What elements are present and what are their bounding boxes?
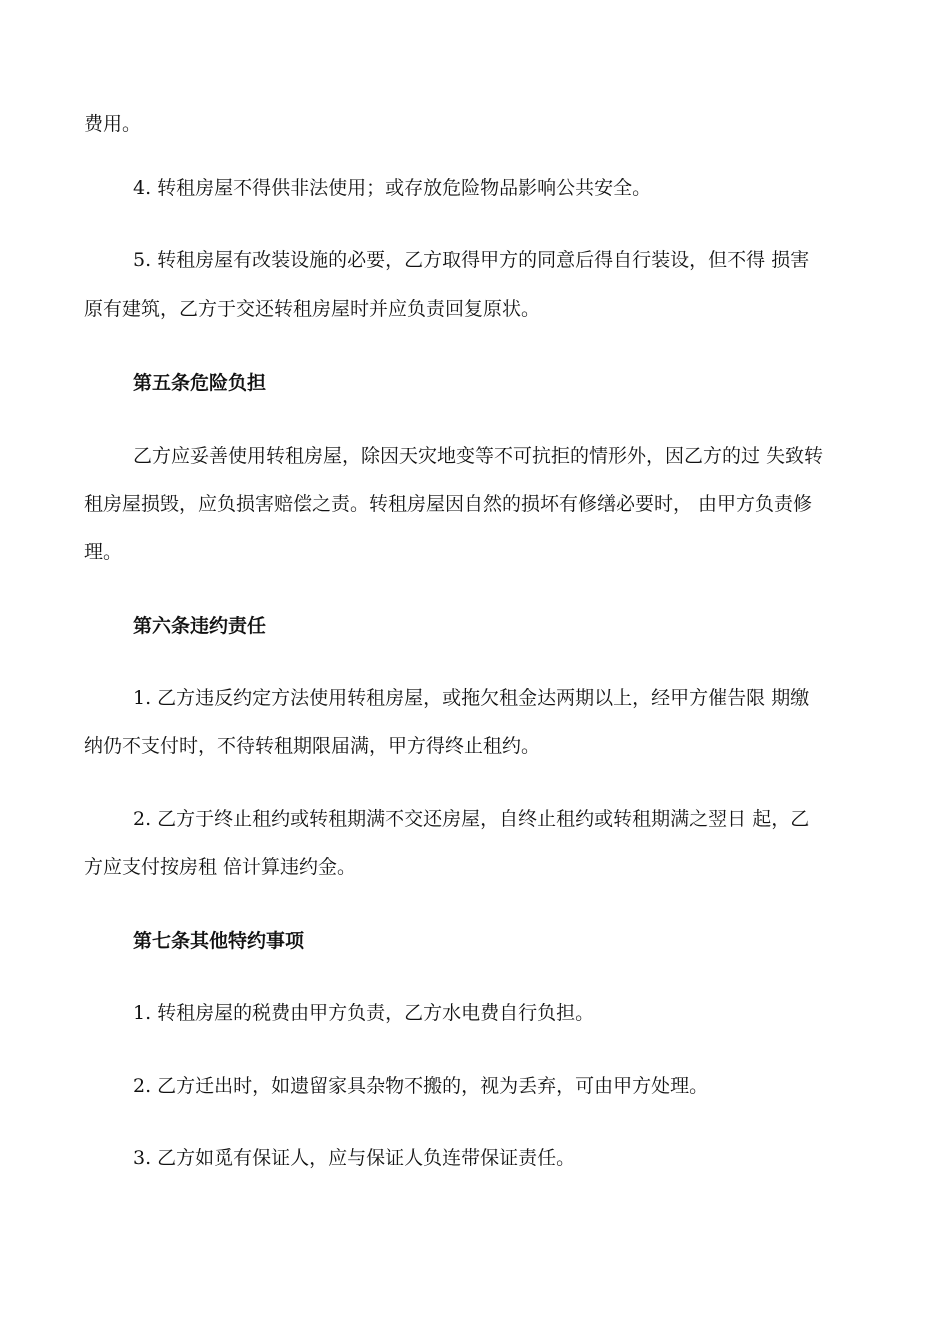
clause-item-4: 4. 转租房屋不得供非法使用；或存放危险物品影响公共安全。 xyxy=(133,177,652,199)
section-heading-6: 第六条违约责任 xyxy=(133,615,267,637)
section-6-item-2-line-2: 方应支付按房租 倍计算违约金。 xyxy=(84,856,357,878)
section-7-item-3: 3. 乙方如觅有保证人，应与保证人负连带保证责任。 xyxy=(133,1147,576,1169)
clause-item-5-line-1: 5. 转租房屋有改装设施的必要，乙方取得甲方的同意后得自行装设，但不得 损害 xyxy=(133,249,810,271)
section-7-item-2: 2. 乙方迁出时，如遗留家具杂物不搬的，视为丢弃，可由甲方处理。 xyxy=(133,1075,709,1097)
section-6-item-1-line-2: 纳仍不支付时，不待转租期限届满，甲方得终止租约。 xyxy=(84,735,541,757)
section-6-item-2-line-1: 2. 乙方于终止租约或转租期满不交还房屋，自终止租约或转租期满之翌日 起，乙 xyxy=(133,808,810,830)
section-6-item-1-line-1: 1. 乙方违反约定方法使用转租房屋，或拖欠租金达两期以上，经甲方催告限 期缴 xyxy=(133,687,810,709)
section-5-para-line-2: 租房屋损毁，应负损害赔偿之责。转租房屋因自然的损坏有修缮必要时， 由甲方负责修 xyxy=(84,493,813,515)
section-heading-5: 第五条危险负担 xyxy=(133,372,267,394)
clause-item-5-line-2: 原有建筑，乙方于交还转租房屋时并应负责回复原状。 xyxy=(84,298,541,320)
paragraph-continuation: 费用。 xyxy=(84,113,142,135)
section-5-para-line-1: 乙方应妥善使用转租房屋，除因天灾地变等不可抗拒的情形外，因乙方的过 失致转 xyxy=(133,445,824,467)
section-7-item-1: 1. 转租房屋的税费由甲方负责，乙方水电费自行负担。 xyxy=(133,1002,595,1024)
section-heading-7: 第七条其他特约事项 xyxy=(133,930,305,952)
section-5-para-line-3: 理。 xyxy=(84,541,123,563)
